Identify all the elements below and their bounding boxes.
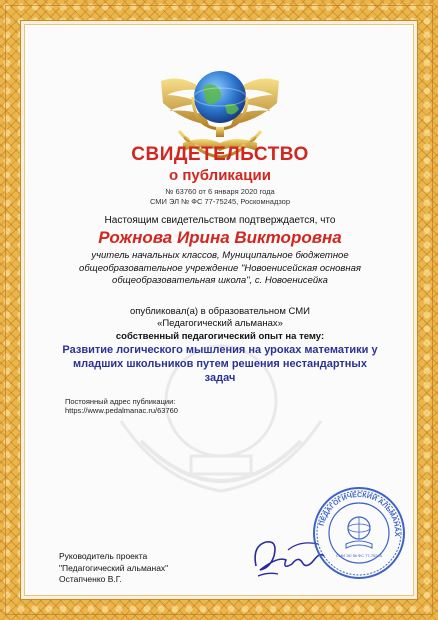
experience-label: собственный педагогический опыт на тему: [115, 331, 325, 342]
seal-ring-text: ПЕДАГОГИЧЕСКИЙ АЛЬМАНАХ [318, 491, 401, 537]
published-line: опубликовал(а) в образовательном СМИ [129, 306, 311, 317]
publication-url[interactable]: https://www.pedalmanac.ru/63760 [65, 406, 178, 415]
head-project: "Педагогический альманах" [59, 562, 169, 573]
head-name: Остапченко В.Г. [59, 574, 122, 584]
official-seal [312, 486, 406, 580]
registration-license: СМИ ЭЛ № ФС 77-75245, Роскомнадзор [149, 197, 291, 206]
person-position: учитель начальных классов, Муниципальное бюджетное общеобразовательное учреждение "Новоенисейская основная общеобразовательная школа", с. Новоенисейка [79, 250, 361, 286]
address-label: Постоянный адрес публикации: [65, 397, 176, 406]
registration-info [21, 187, 418, 207]
registration-number: № 63760 от 6 января 2020 года [165, 187, 275, 196]
publication-topic: Развитие логического мышления на уроках математики у младших школьников путем решения нестандартных задач [62, 344, 378, 384]
person-name: Рожнова Ирина Викторовна [98, 228, 342, 247]
seal-bottom-text: СМИ ЭЛ № ФС 77-75245 [336, 553, 382, 558]
journal-name: «Педагогический альманах» [157, 318, 283, 329]
project-head [59, 551, 168, 586]
confirm-text: Настоящим свидетельством подтверждается, что [104, 215, 336, 226]
certificate-sheet [20, 20, 418, 600]
published-block [21, 306, 418, 330]
head-role: Руководитель проекта [59, 551, 148, 561]
certificate-subtitle: о публикации [169, 167, 271, 184]
certificate-title: СВИДЕТЕЛЬСТВО [131, 144, 309, 165]
